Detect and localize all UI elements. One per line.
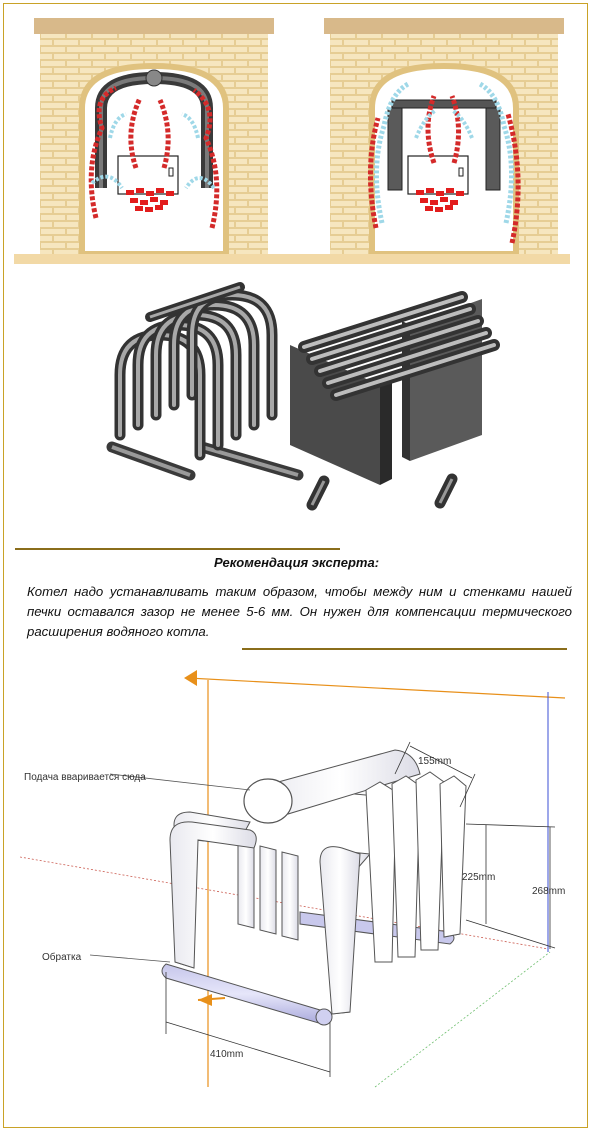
return-label: Обратка	[42, 952, 82, 963]
dim-height-outer-label: 268mm	[532, 886, 566, 897]
fireplace-diagrams	[14, 18, 579, 268]
expert-title: Рекомендация эксперта:	[213, 555, 380, 570]
tube-boiler-render	[112, 287, 298, 475]
expert-rule-top	[15, 548, 340, 550]
dim-depth-label: 155mm	[418, 756, 452, 767]
dim-width-label: 410mm	[210, 1049, 244, 1060]
fireplace-right	[294, 18, 570, 264]
plate-boiler-render	[290, 297, 494, 505]
cad-drawing	[20, 662, 580, 1102]
expert-text: Котел надо устанавливать таким образом, чтобы между ним и стенками нашей печки оставался зазор не менее 5-6 мм. Он нужен для компенсации термического расширения водяного котла.	[27, 584, 572, 639]
fireplace-left	[14, 18, 294, 264]
dim-height-inner-label: 225mm	[462, 872, 496, 883]
supply-label: Подача вваривается сюда	[24, 772, 146, 783]
expert-rule-bottom	[242, 648, 567, 650]
boiler-renders	[80, 275, 520, 530]
